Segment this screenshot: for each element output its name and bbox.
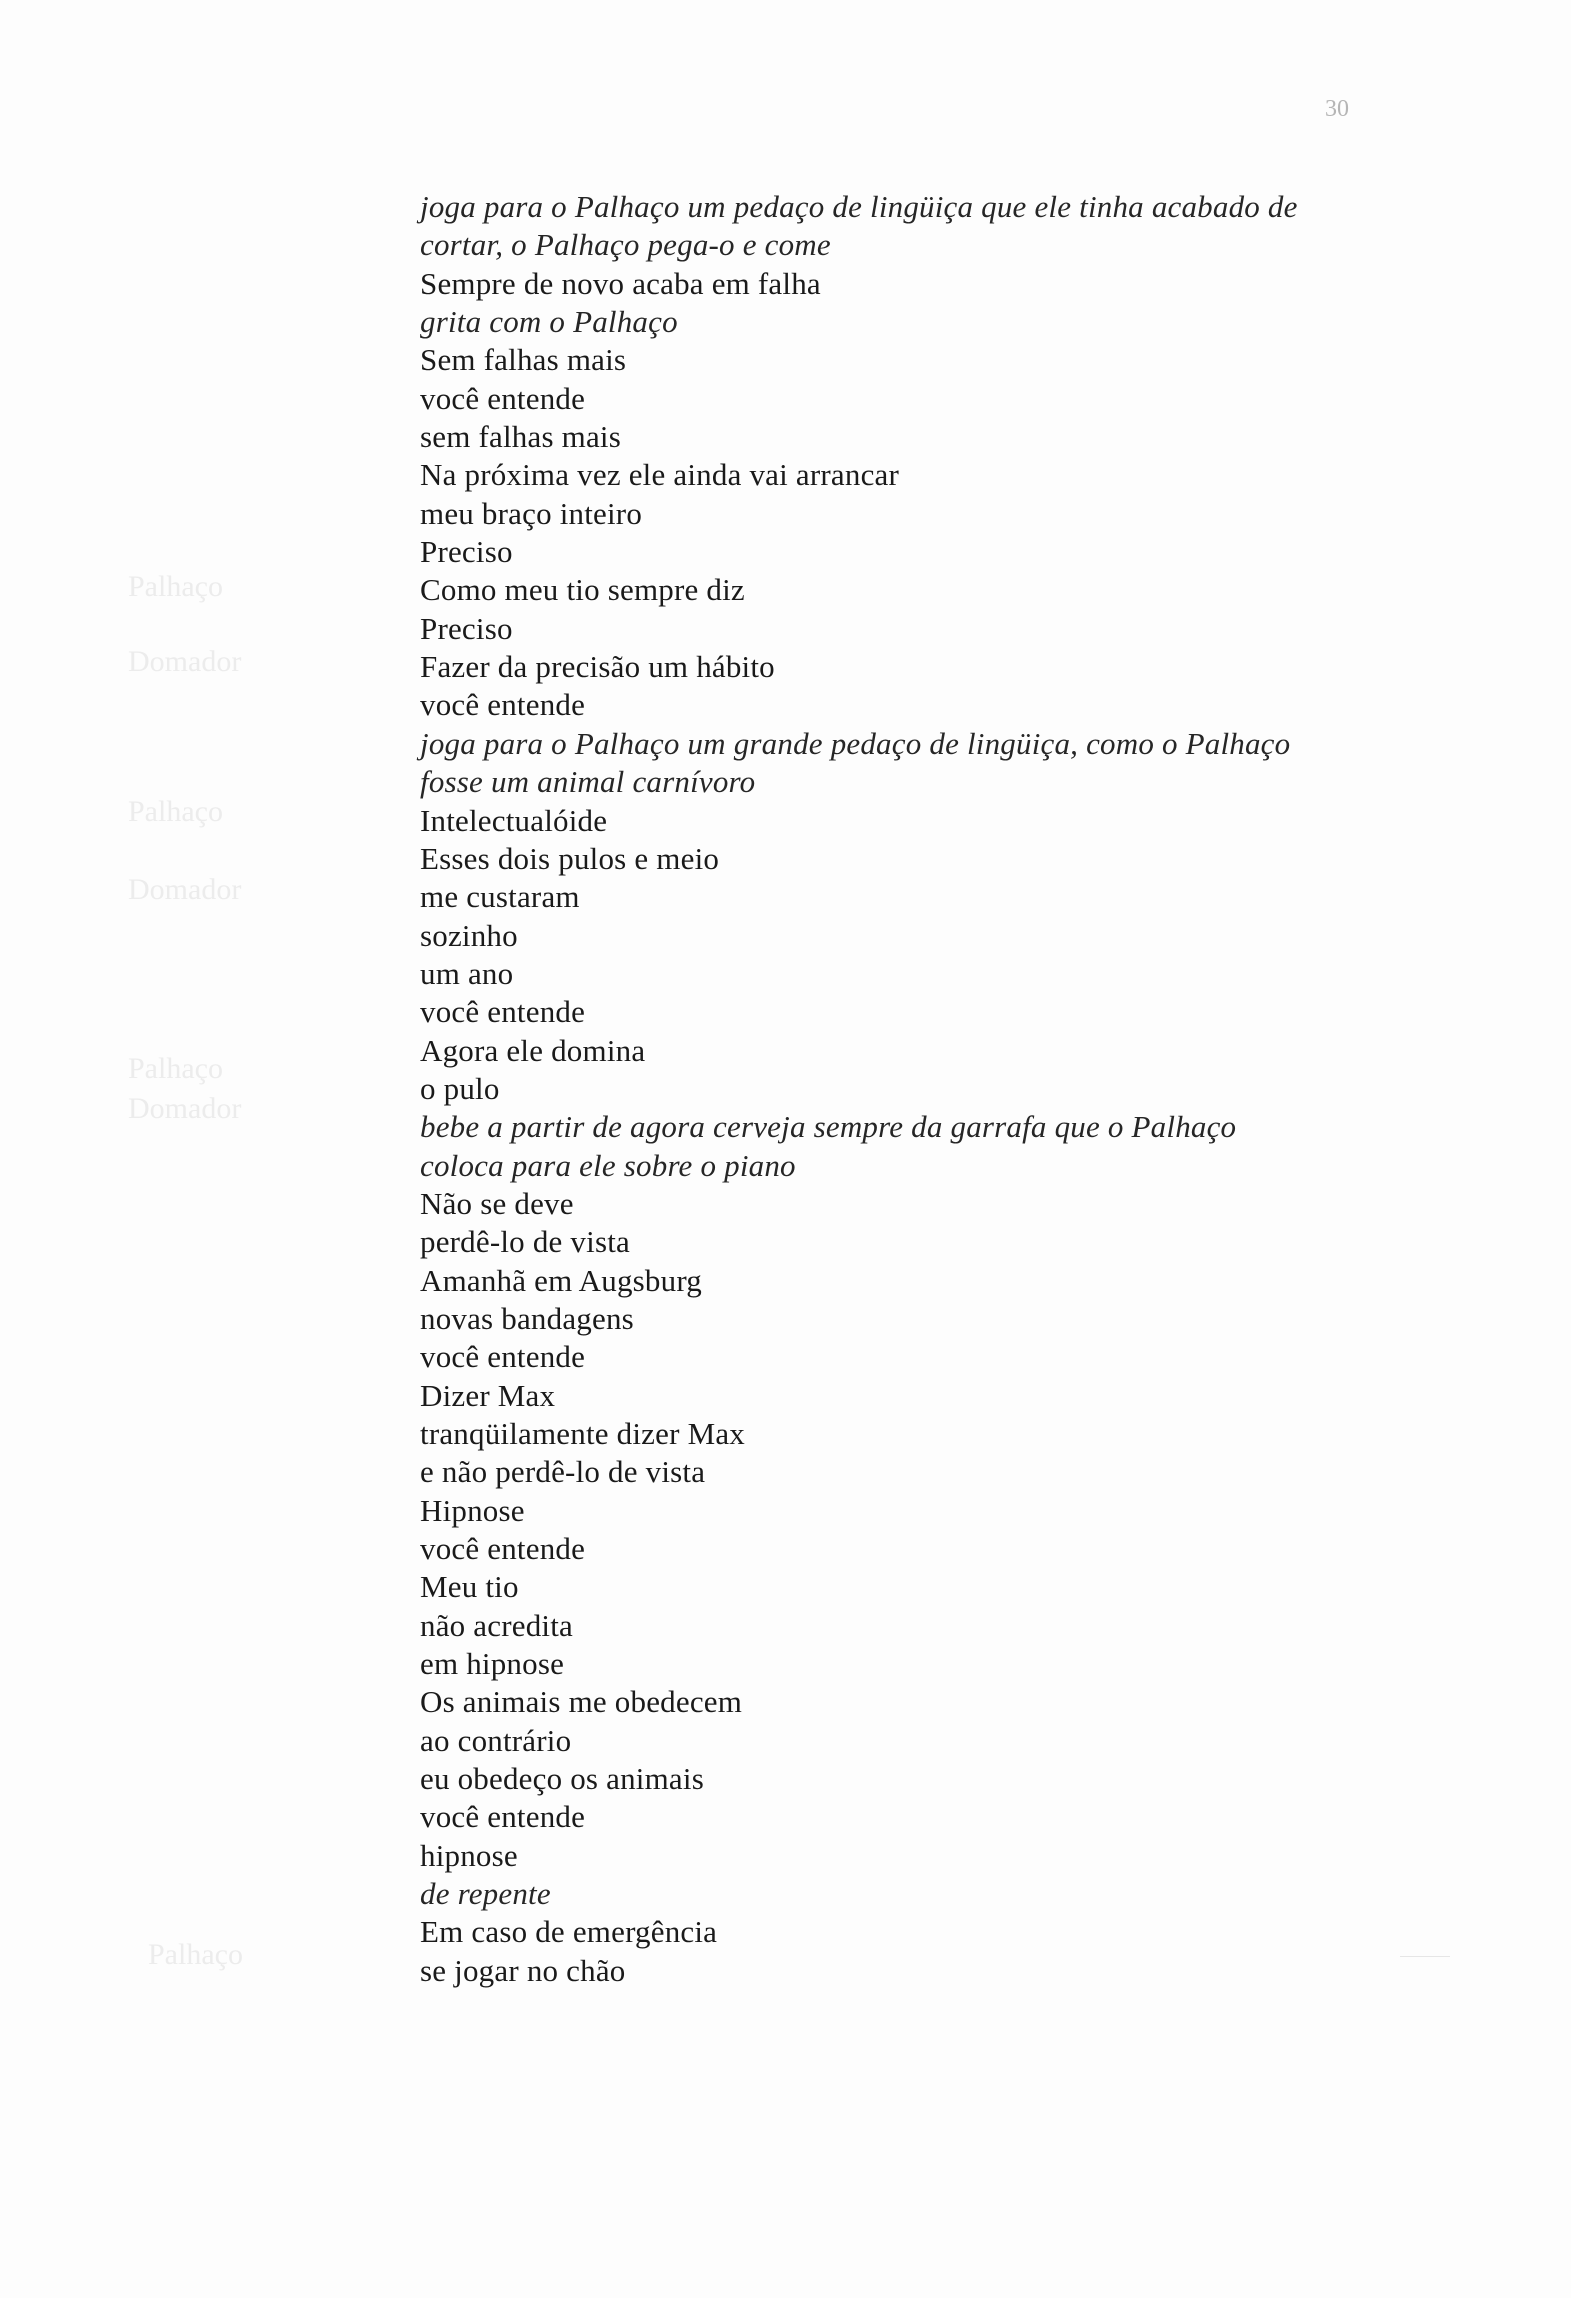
dialogue-line: Em caso de emergência: [420, 1914, 718, 1950]
dialogue-line: você entende: [420, 1799, 586, 1835]
dialogue-line: Dizer Max: [420, 1377, 556, 1413]
dialogue-line: Sem falhas mais: [420, 342, 627, 378]
dialogue-line: Fazer da precisão um hábito: [420, 649, 775, 685]
dialogue-line: você entende: [420, 380, 586, 416]
stage-direction: joga para o Palhaço um pedaço de lingüiça que ele tinha acabado de: [420, 189, 1298, 224]
bleed-through-speaker-label: Domador: [128, 645, 242, 678]
dialogue-line: meu braço inteiro: [420, 495, 643, 531]
dialogue-line: me custaram: [420, 879, 580, 915]
dialogue-line: Como meu tio sempre diz: [420, 572, 745, 608]
bleed-through-speaker-label: Domador: [128, 873, 242, 906]
dialogue-line: você entende: [420, 1339, 586, 1375]
dialogue-line: Os animais me obedecem: [420, 1684, 743, 1720]
dialogue-line: você entende: [420, 1531, 586, 1567]
margin-mark: [1400, 1956, 1450, 1957]
dialogue-line: Esses dois pulos e meio: [420, 840, 720, 876]
bleed-through-speaker-label: Palhaço: [148, 1938, 243, 1971]
dialogue-line: Intelectualóide: [420, 802, 608, 838]
dialogue-line: se jogar no chão: [420, 1952, 626, 1988]
dialogue-line: eu obedeço os animais: [420, 1761, 704, 1797]
stage-direction: joga para o Palhaço um grande pedaço de lingüiça, como o Palhaço: [420, 725, 1291, 761]
page-number: 30: [1325, 96, 1349, 122]
dialogue-line: Hipnose: [420, 1492, 525, 1528]
dialogue-line: Na próxima vez ele ainda vai arrancar: [420, 457, 900, 493]
dialogue-line: e não perdê-lo de vista: [420, 1454, 706, 1490]
dialogue-line: Meu tio: [420, 1569, 519, 1605]
dialogue-line: tranqüilamente dizer Max: [420, 1416, 746, 1451]
dialogue-line: Amanhã em Augsburg: [420, 1262, 702, 1298]
dialogue-line: Agora ele domina: [420, 1032, 646, 1068]
dialogue-line: um ano: [420, 955, 514, 991]
stage-direction: bebe a partir de agora cerveja sempre da garrafa que o Palhaço: [420, 1109, 1237, 1145]
dialogue-line: perdê-lo de vista: [420, 1224, 630, 1260]
dialogue-line: Preciso: [420, 610, 513, 646]
stage-direction: de repente: [420, 1876, 551, 1912]
stage-direction: fosse um animal carnívoro: [420, 764, 756, 800]
dialogue-line: você entende: [420, 994, 586, 1030]
bleed-through-speaker-label: Palhaço: [128, 570, 223, 603]
dialogue-line: Sempre de novo acaba em falha: [420, 265, 821, 301]
dialogue-line: hipnose: [420, 1837, 518, 1873]
bleed-through-speaker-label: Domador: [128, 1092, 242, 1125]
dialogue-line: você entende: [420, 687, 586, 723]
dialogue-line: Não se deve: [420, 1185, 574, 1221]
bleed-through-speaker-label: Palhaço: [128, 795, 223, 828]
dialogue-line: em hipnose: [420, 1646, 565, 1682]
stage-direction: coloca para ele sobre o piano: [420, 1147, 796, 1183]
stage-direction: cortar, o Palhaço pega-o e come: [420, 227, 831, 263]
dialogue-line: Preciso: [420, 534, 513, 570]
dialogue-line: não acredita: [420, 1607, 573, 1643]
dialogue-line: o pulo: [420, 1070, 500, 1106]
dialogue-line: sem falhas mais: [420, 419, 622, 455]
script-text-block: [420, 188, 1370, 1990]
dialogue-line: ao contrário: [420, 1722, 572, 1758]
dialogue-line: novas bandagens: [420, 1300, 634, 1336]
stage-direction: grita com o Palhaço: [420, 304, 678, 340]
dialogue-line: sozinho: [420, 917, 518, 953]
bleed-through-speaker-label: Palhaço: [128, 1052, 223, 1085]
